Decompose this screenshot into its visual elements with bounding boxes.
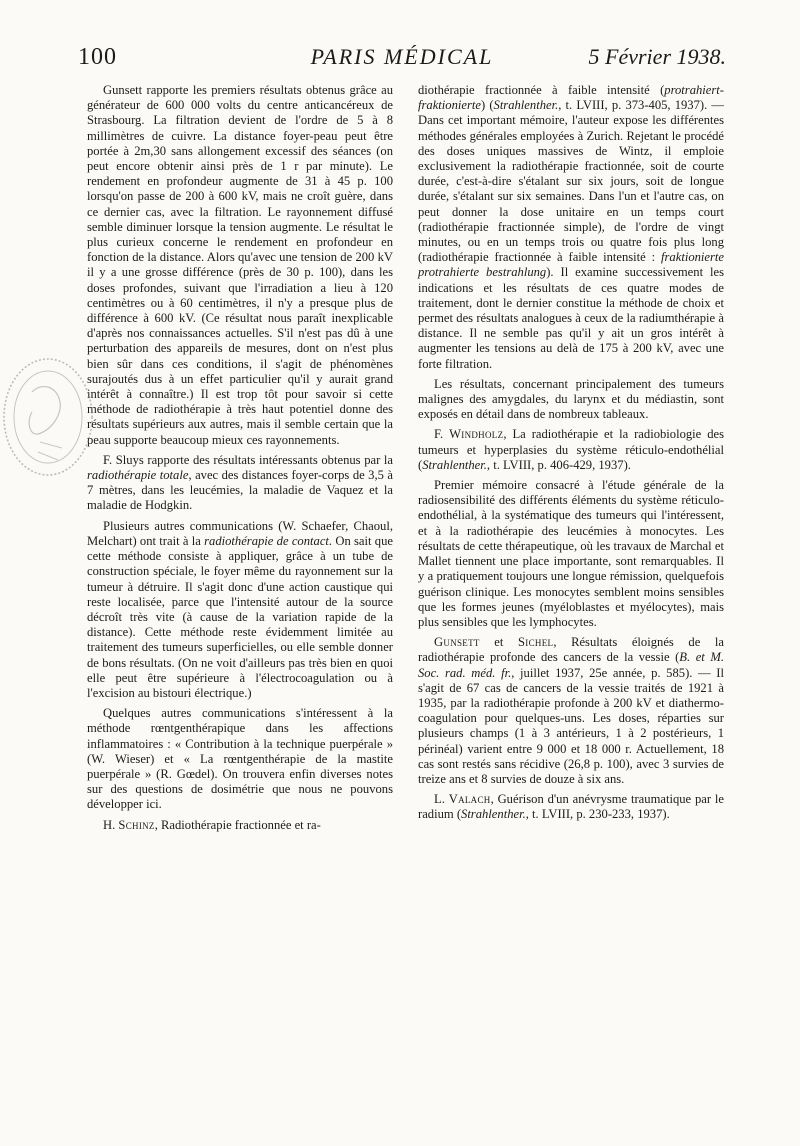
paragraph-inflammatory: Quelques autres communications s'intéressent à la méthode rœntgenthérapique dans les affections inflammatoires : « Contribution à la technique puerpérale » (W. Wieser) et « La rœntgenthérapie de la mastite puerpérale » (R. Gœdel). On trouvera enfin diverses notes sur des questions de dosimétrie que nous ne pouvons développer ici.: [87, 706, 393, 812]
page-header: [78, 44, 726, 78]
paragraph-schinz-cont: diothérapie fractionnée à faible intensité (protrahiert-fraktionierte) (Strahlenther., t. LVIII, p. 373-405, 1937). — Dans cet important mémoire, l'auteur expose les différentes méthodes générales employées à Zurich. Rejetant le procédé des doses uniques massives de Wintz, il emploie exclusivement la radiothérapie fractionnée, soit de courte durée, c'est-à-dire s'étalant sur six jours, soit de longue durée, s'étalant sur six semaines. Dans l'un et l'autre cas, on peut donner la dose unitaire en un temps court (radiothérapie fractionnée simple), de l'ordre de vingt minutes, ou en un temps trois ou quatre fois plus long (radiothérapie fractionnée à faible intensité : fraktionierte protrahierte bestrahlung). Il examine successivement les indications et les résultats de ces quatre modes de traitement, dont le dernier constitue la méthode de choix et permet des résultats analogues à ceux de la radiumthérapie à distance. Il ne semble pas qu'il y ait un gros intérêt à augmenter les tensions au delà de 175 à 200 kV, avec une forte filtration.: [418, 83, 724, 371]
paragraph-valach: L. Valach, Guérison d'un anévrysme traumatique par le radium (Strahlenther., t. LVIII, p. 230-233, 1937).: [418, 792, 724, 822]
paragraph-gunsett-sichel: Gunsett et Sichel, Résultats éloignés de la radiothérapie profonde des cancers de la vessie (B. et M. Soc. rad. méd. fr., juillet 1937, 25e année, p. 585). — Il s'agit de 67 cas de cancers de la vessie traités de 1921 à 1935, par la radiothérapie profonde à 200 kV et diathermo-coagulation pour quelques-uns. Les doses, réparties sur plusieurs champs (1 à 3 antérieurs, 1 à 2 postérieurs, 1 périnéal) varient entre 9 000 et 18 000 r. Actuellement, 18 cas sont restés sans récidive (26,8 p. 100), avec 3 survies de treize ans et 8 survies de douze à six ans.: [418, 635, 725, 786]
paragraph-contact-therapy: Plusieurs autres communications (W. Schaefer, Chaoul, Melchart) ont trait à la radiothérapie de contact. On sait que cette méthode consiste à appliquer, grâce à un tube de construction spéciale, le foyer même du rayonnement sur la tumeur à détruire. Il s'agit donc d'une action caustique qui reste localisée, parce que l'intensité autour de la source décroît très vite (à cause de la variation rapide de la distance). Cette méthode reste évidemment limitée au traitement des tumeurs superficielles, ou elle semble donner de bons résultats. (On ne voit d'ailleurs pas très bien en quoi elle peut être supérieure à l'électrocoagulation ou à l'excision au bistouri électrique.): [87, 518, 393, 700]
paragraph-gunsett: Gunsett rapporte les premiers résultats obtenus grâce au générateur de 600 000 volts du centre anticancéreux de Strasbourg. La filtration devient de l'ordre de 5 à 8 millimètres de cuivre. La distance foyer-peau peut être portée à 2m,30 sans allongement excessif des séances (on peut encore obtenir ainsi près de 1 r par minute). Le rendement en profondeur augmente de 31 à 45 p. 100 lorsqu'on passe de 200 à 600 kV, mais ne croît guère, dans ce dernier cas, avec la filtration. Le rayonnement diffusé semble diminuer lorsque la tension augmente. Le résultat le plus curieux concerne le rendement en profondeur en fonction de la distance. Alors qu'avec une tension de 200 kV il y a une grosse différence (près de 30 p. 100), dans les doses profondes, suivant que l'irradiation a lieu à 120 centimètres ou à 60 centimètres, il n'y a presque plus de différence à 600 kV. (Ce résultat nous paraît inexplicable d'après nos connaissances actuelles. S'il n'est pas dû à une perturbation des appareils de mesures, dont on n'est plus bien sûr dans ces conditions, il s'agit de phénomènes surajoutés dus à un effet particulier qu'il y aurait grand intérêt à connaître.) Il est trop tôt pour savoir si cette méthode de radiothérapie à très haut potentiel donne des résultats supérieurs aux autres, mais il semble certain que la peau supporte beaucoup mieux ces rayonnements.: [87, 83, 393, 447]
page-number: 100: [78, 44, 117, 70]
paragraph-sluys: F. Sluys rapporte des résultats intéressants obtenus par la radiothérapie totale, avec des distances foyer-corps de 3,5 à 7 mètres, dans les leucémies, la maladie de Vaquez et la maladie de Hodgkin.: [87, 452, 394, 513]
paragraph-reticulo: Premier mémoire consacré à l'étude générale de la radiosensibilité des différents éléments du système réticulo-endothélial, à la systématique des tumeurs qui l'intéressent, et à la radiothérapie des leucémies à monocytes. Les résultats de cette thérapeutique, où les travaux de Marchal et Mallet tiennent une place importante, sont remarquables. Il y a pratiquement toujours une longue rémission, quelquefois guérison clinique. Les monocytes semblent moins sensibles que les formes jeunes (myéloblastes et myélocytes), mais plus sensibles que les lymphocytes.: [418, 478, 724, 629]
issue-date: 5 Février 1938.: [588, 44, 726, 69]
paragraph-schinz-start: H. Schinz, Radiothérapie fractionnée et ra-: [103, 817, 321, 832]
paragraph-windholz: F. Windholz, La radiothérapie et la radiobiologie des tumeurs et hyperplasies du système réticulo-endothélial (Strahlenther., t. LVIII, p. 406-429, 1937).: [418, 427, 724, 472]
paragraph-results: Les résultats, concernant principalement des tumeurs malignes des amygdales, du larynx et du médiastin, sont exposés en détail dans de nombreux tableaux.: [418, 376, 724, 422]
right-column: [418, 83, 724, 828]
journal-title: PARIS MÉDICAL: [310, 44, 494, 69]
left-column: [87, 83, 393, 838]
